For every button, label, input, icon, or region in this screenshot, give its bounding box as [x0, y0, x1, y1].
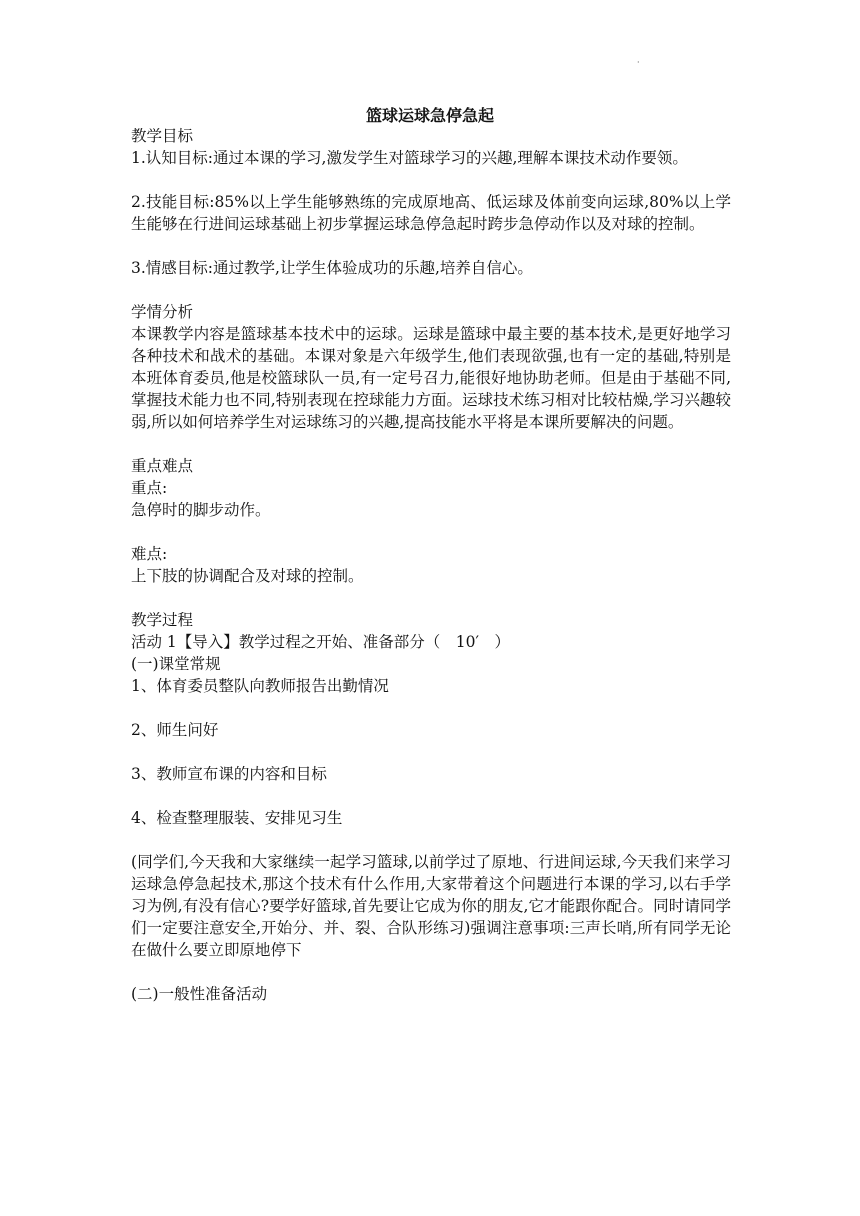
difficulty-label: 难点:	[131, 545, 168, 563]
analysis-paragraph: 本课教学内容是篮球基本技术中的运球。运球是篮球中最主要的基本技术,是更好地学习各种技术和战术的基础。本课对象是六年级学生,他们表现欲强,也有一定的基础,特别是本班体育委员,他是校篮球队一员,有一定号召力,能很好地协助老师。但是由于基础不同,掌握技术能力也不同,特别表现在控球能力方面。运球技术练习相对比较枯燥,学习兴趣较弱,所以如何培养学生对运球练习的兴趣,提高技能水平将是本课所要解决的问题。	[131, 325, 731, 431]
section-heading-goals: 教学目标	[131, 127, 194, 145]
goal-skill: 2.技能目标:85%以上学生能够熟练的完成原地高、低运球及体前变向运球,80%以上学生能够在行进间运球基础上初步掌握运球急停急起时跨步急停动作以及对球的控制。	[131, 193, 731, 233]
section-heading-process: 教学过程	[131, 611, 194, 629]
routine-heading: (一)课堂常规	[131, 655, 221, 673]
document-title: 篮球运球急停急起	[365, 106, 494, 125]
routine-item: 3、教师宣布课的内容和目标	[131, 765, 327, 783]
key-point-label: 重点:	[131, 479, 168, 497]
routine-item: 4、检查整理服装、安排见习生	[131, 809, 343, 827]
document-body	[131, 125, 731, 1005]
difficulty-text: 上下肢的协调配合及对球的控制。	[131, 567, 364, 585]
key-point-text: 急停时的脚步动作。	[131, 501, 271, 519]
goal-cognitive: 1.认知目标:通过本课的学习,激发学生对篮球学习的兴趣,理解本课技术动作要领。	[131, 149, 688, 167]
intro-paragraph: (同学们,今天我和大家继续一起学习篮球,以前学过了原地、行进间运球,今天我们来学习运球急停急起技术,那这个技术有什么作用,大家带着这个问题进行本课的学习,以右手学习为例,有没有信心?要学好篮球,首先要让它成为你的朋友,它才能跟你配合。同时请同学们一定要注意安全,开始分、并、裂、合队形练习)强调注意事项:三声长哨,所有同学无论在做什么要立即原地停下	[131, 853, 731, 959]
routine-item: 2、师生问好	[131, 721, 219, 739]
goal-affective: 3.情感目标:通过教学,让学生体验成功的乐趣,培养自信心。	[131, 259, 533, 277]
activity-heading: 活动 1【导入】教学过程之开始、准备部分（ 10′ ）	[131, 633, 511, 651]
warmup-heading: (二)一般性准备活动	[131, 985, 268, 1003]
routine-item: 1、体育委员整队向教师报告出勤情况	[131, 677, 389, 695]
section-heading-analysis: 学情分析	[131, 303, 194, 321]
corner-mark: ·	[637, 58, 640, 67]
section-heading-key-points: 重点难点	[131, 457, 194, 475]
